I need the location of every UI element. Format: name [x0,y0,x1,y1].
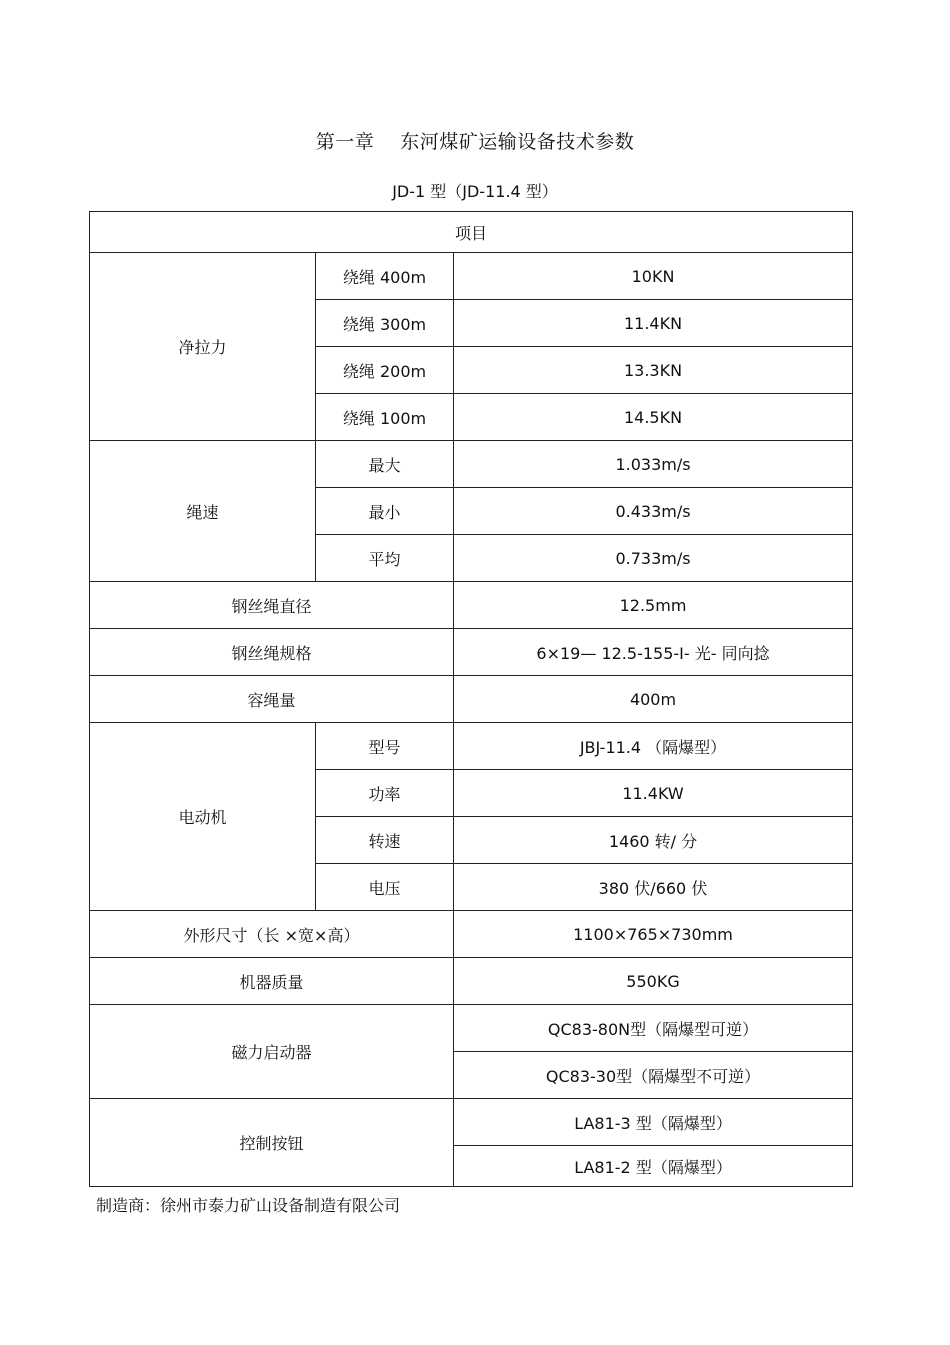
pull-force-sub: 绕绳 200m [316,347,454,394]
rope-capacity-label: 容绳量 [90,676,454,723]
table-header-row [90,212,853,253]
table-row [90,253,853,300]
table-row [90,958,853,1005]
table-row [90,629,853,676]
rope-spec-label: 钢丝绳规格 [90,629,454,676]
rope-speed-sub: 最小 [316,488,454,535]
motor-value: 380 伏/660 伏 [454,864,853,911]
table-row [90,723,853,770]
motor-sub: 电压 [316,864,454,911]
mass-label: 机器质量 [90,958,454,1005]
motor-value: JBJ-11.4 （隔爆型） [454,723,853,770]
table-row [90,911,853,958]
rope-speed-sub: 平均 [316,535,454,582]
motor-value: 1460 转/ 分 [454,817,853,864]
table-row [90,676,853,723]
buttons-value: LA81-3 型（隔爆型） [454,1099,853,1146]
rope-speed-value: 0.733m/s [454,535,853,582]
mass-value: 550KG [454,958,853,1005]
chapter-number: 第一章 [315,131,375,153]
pull-force-value: 11.4KN [454,300,853,347]
table-header: 项目 [90,212,853,253]
manufacturer-note: 制造商：徐州市泰力矿山设备制造有限公司 [96,1196,401,1215]
rope-speed-value: 1.033m/s [454,441,853,488]
starter-value: QC83-80N型（隔爆型可逆） [454,1005,853,1052]
rope-capacity-value: 400m [454,676,853,723]
pull-force-sub: 绕绳 100m [316,394,454,441]
motor-sub: 型号 [316,723,454,770]
buttons-label: 控制按钮 [90,1099,454,1187]
table-row [90,1005,853,1052]
pull-force-value: 13.3KN [454,347,853,394]
dimensions-label: 外形尺寸（长 ×宽×高） [90,911,454,958]
motor-label: 电动机 [90,723,316,911]
rope-speed-label: 绳速 [90,441,316,582]
rope-speed-value: 0.433m/s [454,488,853,535]
starter-value: QC83-30型（隔爆型不可逆） [454,1052,853,1099]
rope-diameter-value: 12.5mm [454,582,853,629]
model-title: JD-1 型（JD-11.4 型） [392,182,558,201]
starter-label: 磁力启动器 [90,1005,454,1099]
chapter-heading: 东河煤矿运输设备技术参数 [400,131,635,153]
pull-force-sub: 绕绳 400m [316,253,454,300]
table-row [90,441,853,488]
buttons-value: LA81-2 型（隔爆型） [454,1146,853,1187]
pull-force-sub: 绕绳 300m [316,300,454,347]
pull-force-value: 14.5KN [454,394,853,441]
chapter-title [0,127,950,154]
table-row [90,1099,853,1146]
table-row [90,582,853,629]
motor-sub: 转速 [316,817,454,864]
motor-sub: 功率 [316,770,454,817]
pull-force-label: 净拉力 [90,253,316,441]
pull-force-value: 10KN [454,253,853,300]
rope-diameter-label: 钢丝绳直径 [90,582,454,629]
rope-speed-sub: 最大 [316,441,454,488]
rope-spec-value: 6×19— 12.5-155-I- 光- 同向捻 [454,629,853,676]
spec-table [89,211,853,1187]
motor-value: 11.4KW [454,770,853,817]
dimensions-value: 1100×765×730mm [454,911,853,958]
